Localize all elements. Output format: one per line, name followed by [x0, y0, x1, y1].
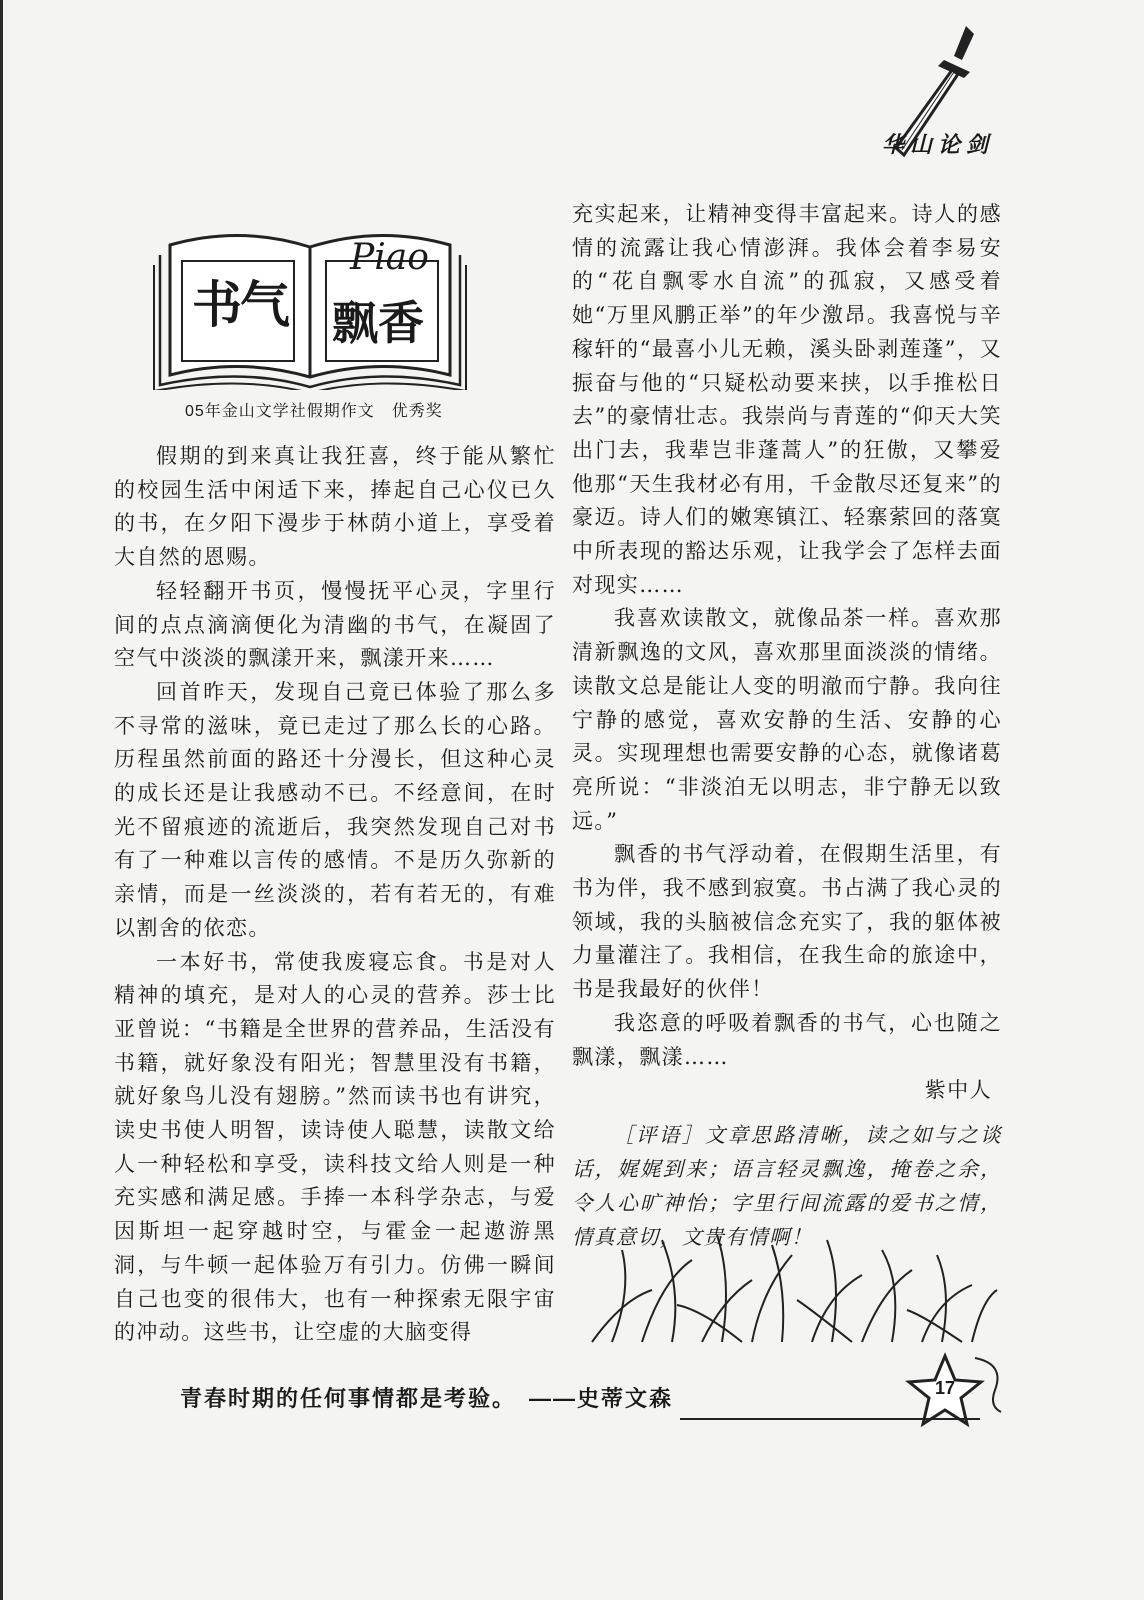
comment-text: ［评语］文章思路清晰，读之如与之谈话，娓娓到来；语言轻灵飘逸，掩卷之余，令人心旷神怡；字里行间流露的爱书之情，情真意切，文贵有情啊！ [572, 1122, 1002, 1249]
left-column [114, 440, 556, 1350]
right-column [572, 198, 1002, 1254]
footer-quote: 青春时期的任何事情都是考验。 ——史蒂文森 [180, 1386, 674, 1411]
paragraph: 我喜欢读散文，就像品茶一样。喜欢那清新飘逸的文风，喜欢那里面淡淡的情绪。读散文总是能让人变的明澈而宁静。我向往宁静的感觉，喜欢安静的生活、安静的心灵。实现理想也需要安静的心态，就像诸葛亮所说：“非淡泊无以明志，非宁静无以致远。” [572, 606, 1002, 833]
page-number: 17 [935, 1378, 956, 1398]
paragraph: 充实起来，让精神变得丰富起来。诗人的感情的流露让我心情澎湃。我体会着李易安的“花自飘零水自流”的孤寂，又感受着她“万里风鹏正举”的年少激昂。我喜悦与辛稼轩的“最喜小儿无赖，溪头卧剥莲蓬”，又振奋与他的“只疑松动要来挟，以手推松日去”的豪情壮志。我崇尚与青莲的“仰天大笑出门去，我辈岂非蓬蒿人”的狂傲，又攀爱他那“天生我材必有用，千金散尽还复来”的豪迈。诗人们的嫩寒镇江、轻寨萦回的落寞中所表现的豁达乐观，让我学会了怎样去面对现实…… [572, 202, 1002, 597]
paragraph: 回首昨天，发现自己竟已体验了那么多不寻常的滋味，竟已走过了那么长的心路。历程虽然前面的路还十分漫长，但这种心灵的成长还是让我感动不已。不经意间，在时光不留痕迹的流逝后，我突然发现自己对书有了一种难以言传的感情。不是历久弥新的亲情，而是一丝淡淡的，若有若无的，有难以割舍的依恋。 [114, 679, 556, 940]
paragraph: 飘香的书气浮动着，在假期生活里，有书为伴，我不感到寂寞。书占满了我心灵的领域，我的头脑被信念充实了，我的躯体被力量灌注了。我相信，在我生命的旅途中，书是我最好的伙伴！ [572, 842, 1002, 1002]
title-main-right: 飘香 [332, 297, 424, 349]
subtitle: 05年金山文学社假期作文 优秀奖 [185, 403, 443, 420]
paragraph: 我恣意的呼吸着飘香的书气，心也随之飘漾，飘漾…… [572, 1010, 1002, 1069]
scan-edge [0, 0, 3, 1600]
title-pinyin: Piao [350, 237, 429, 278]
paragraph: 一本好书，常使我废寝忘食。书是对人精神的填充，是对人的心灵的营养。莎士比亚曾说：“书籍是全世界的营养品，生活没有书籍，就好象没有阳光；智慧里没有书籍，就好象鸟儿没有翅膀。”然而读书也有讲究，读史书使人明智，读诗使人聪慧，读散文给人一种轻松和享受，读科技文给人则是一种充实感和满足感。手捧一本科学杂志，与爱因斯坦一起穿越时空，与霍金一起遨游黑洞，与牛顿一起体验万有引力。仿佛一瞬间自己也变的很伟大，也有一种探索无限宇宙的冲动。这些书，让空虚的大脑变得 [114, 949, 556, 1345]
grass-illustration [582, 1230, 1002, 1345]
author-name: 紫中人 [924, 1079, 992, 1103]
header-brand: 华山论剑 [881, 132, 994, 158]
title-logo [150, 225, 470, 390]
footer-rule [680, 1418, 980, 1420]
title-main-left: 书气 [192, 277, 288, 333]
paragraph: 轻轻翻开书页，慢慢抚平心灵，字里行间的点点滴滴便化为清幽的书气，在凝固了空气中淡淡的飘漾开来，飘漾开来…… [114, 578, 556, 671]
paragraph: 假期的到来真让我狂喜，终于能从繁忙的校园生活中闲适下来，捧起自己心仪已久的书，在夕阳下漫步于林荫小道上，享受着大自然的恩赐。 [114, 444, 556, 570]
